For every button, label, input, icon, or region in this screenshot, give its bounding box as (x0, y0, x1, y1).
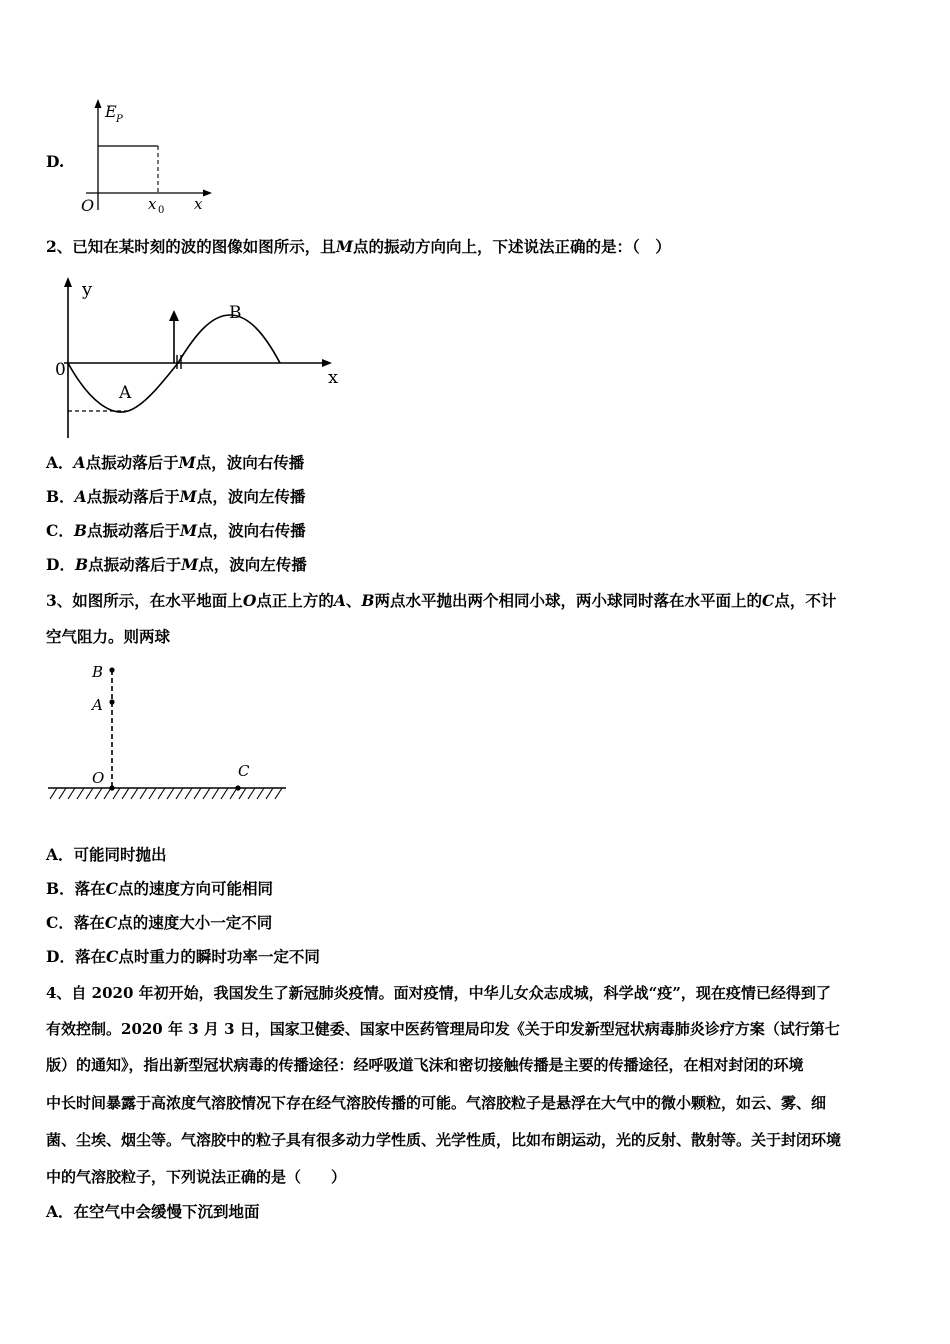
q2-option-c-tail: 点，波向右传播 (197, 521, 306, 540)
q4-line-6: 中的气溶胶粒子，下列说法正确的是（ ） (46, 1168, 347, 1186)
q2-option-b-middle: 点振动落后于 (86, 487, 180, 506)
q3-stem-2: 点正上方的 (256, 591, 334, 610)
q2-stem-m: M (335, 237, 353, 256)
q4-line-4: 中长时间暴露于高浓度气溶胶情况下存在经气溶胶传播的可能。气溶胶粒子是悬浮在大气中的微小颗粒，如云、雾、细 (46, 1094, 827, 1112)
q3-stem-4: 点，不计 (774, 591, 837, 610)
q3-stem-o: O (242, 591, 257, 610)
q3-option-b-post: 点的速度方向可能相同 (117, 879, 273, 898)
q2-option-c-subject: B (73, 521, 87, 540)
q3-option-b-c: C (105, 879, 118, 898)
q3-option-c-c: C (104, 913, 118, 932)
q3-number: 3、 (46, 591, 73, 610)
q3-label-a: A (92, 696, 103, 714)
q1-x-arrow (203, 190, 212, 197)
q2-stem-a: 已知在某时刻的波的图像如图所示，且 (72, 237, 336, 256)
q2-option-d-subject: B (74, 555, 89, 574)
q3-label-b: B (92, 663, 104, 681)
q2-option-a-subject: A (73, 453, 86, 472)
q2-option-a-middle: 点振动落后于 (85, 453, 179, 472)
q2-point-a: A (119, 383, 132, 403)
q2-y-arrow (64, 277, 72, 287)
q4-line-5: 菌、尘埃、烟尘等。气溶胶中的粒子具有很多动力学性质、光学性质，比如布朗运动，光的反射、散射等。关于封闭环境 (46, 1131, 842, 1149)
q2-option-c-letter: C． (46, 521, 74, 540)
q3-stem-a: A (333, 591, 346, 610)
q3-option-b (46, 879, 273, 899)
q1-x-label: x (194, 195, 203, 213)
q2-option-b-tail: 点，波向左传播 (196, 487, 306, 506)
q3-stem-c: C (762, 591, 775, 610)
q2-point-m: M (183, 366, 194, 377)
q2-option-c (46, 521, 306, 541)
q3-option-d-letter: D． (46, 947, 75, 966)
q2-option-d-m: M (181, 555, 199, 574)
q1-y-arrow (95, 99, 102, 108)
q2-point-b: B (229, 303, 242, 323)
q3-stem-line1 (46, 591, 836, 611)
q2-x-arrow (322, 359, 332, 367)
q1-x0-sub: 0 (158, 205, 165, 216)
q2-origin: 0 (55, 360, 66, 380)
q3-projectile-graph (46, 660, 296, 810)
q2-option-c-middle: 点振动落后于 (86, 521, 180, 540)
q3-stem-3: 两点水平抛出两个相同小球，两小球同时落在水平面上的 (374, 591, 763, 610)
q2-stem-b: 点的振动方向向上，下述说法正确的是：（ ） (352, 237, 671, 256)
q3-stem-b: B (361, 591, 375, 610)
q2-option-b-letter: B． (46, 487, 75, 506)
q4-line-1: 4、自 2020 年初开始，我国发生了新冠肺炎疫情。面对疫情，中华儿女众志成城，科学战“疫”，现在疫情已经得到了 (46, 984, 831, 1002)
q2-y-label: y (82, 279, 93, 300)
q3-option-d-c: C (105, 947, 119, 966)
q3-point-b-dot (109, 667, 114, 672)
q2-option-d-middle: 点振动落后于 (88, 555, 182, 574)
q2-option-a (46, 453, 304, 473)
q2-number: 2、 (46, 237, 73, 256)
q3-stem-sep: 、 (345, 591, 362, 610)
q3-point-o-dot (109, 785, 114, 790)
q3-option-c (46, 913, 272, 933)
q2-option-d-tail: 点，波向左传播 (198, 555, 307, 574)
q3-option-a-letter: A． (46, 845, 74, 864)
q2-option-b-m: M (179, 487, 197, 506)
q2-wave-graph (50, 273, 350, 443)
q4-line-3: 版）的通知》，指出新型冠状病毒的传播途径：经呼吸道飞沫和密切接触传播是主要的传播途径，在相对封闭的环境 (46, 1056, 804, 1074)
q3-option-c-letter: C． (46, 913, 74, 932)
q4-line-2: 有效控制。2020 年 3 月 3 日，国家卫健委、国家中医药管理局印发《关于印发新型冠状病毒肺炎诊疗方案（试行第七 (46, 1020, 840, 1038)
q2-x-label: x (328, 367, 339, 388)
q3-label-c: C (238, 762, 250, 780)
q3-point-c-dot (235, 785, 240, 790)
q1-y-label: E (105, 102, 117, 121)
q3-option-d-pre: 落在 (74, 947, 106, 966)
q3-option-c-post: 点的速度大小一定不同 (117, 913, 273, 932)
q3-option-c-pre: 落在 (73, 913, 105, 932)
q1-ep-graph (78, 95, 218, 215)
q2-option-d (46, 555, 307, 575)
q3-option-b-pre: 落在 (74, 879, 106, 898)
q2-option-d-letter: D． (46, 555, 75, 574)
q2-option-c-m: M (179, 521, 198, 540)
q1-origin: O (81, 196, 95, 215)
q3-label-o: O (92, 769, 105, 787)
q3-option-a (46, 845, 167, 865)
q1-y-sub: P (116, 114, 123, 125)
q3-option-d (46, 947, 320, 967)
q3-option-a-text: 可能同时抛出 (73, 845, 167, 864)
q1-option-d-label: D. (46, 152, 65, 171)
q2-m-arrowhead (169, 310, 179, 321)
q3-point-a-dot (109, 699, 114, 704)
q3-ground-hatch (50, 788, 282, 799)
q4-option-a: A．在空气中会缓慢下沉到地面 (46, 1202, 260, 1221)
q3-option-d-post: 点时重力的瞬时功率一定不同 (118, 947, 320, 966)
q1-x0-label: x (148, 195, 157, 213)
q3-stem-line2: 空气阻力。则两球 (46, 627, 171, 646)
q2-option-b (46, 487, 305, 507)
q3-stem-1: 如图所示，在水平地面上 (72, 591, 243, 610)
q2-stem (46, 237, 671, 257)
q2-option-a-letter: A． (46, 453, 74, 472)
q2-option-a-tail: 点，波向右传播 (195, 453, 305, 472)
q2-option-b-subject: A (74, 487, 87, 506)
q2-option-a-m: M (178, 453, 196, 472)
q3-option-b-letter: B． (46, 879, 75, 898)
